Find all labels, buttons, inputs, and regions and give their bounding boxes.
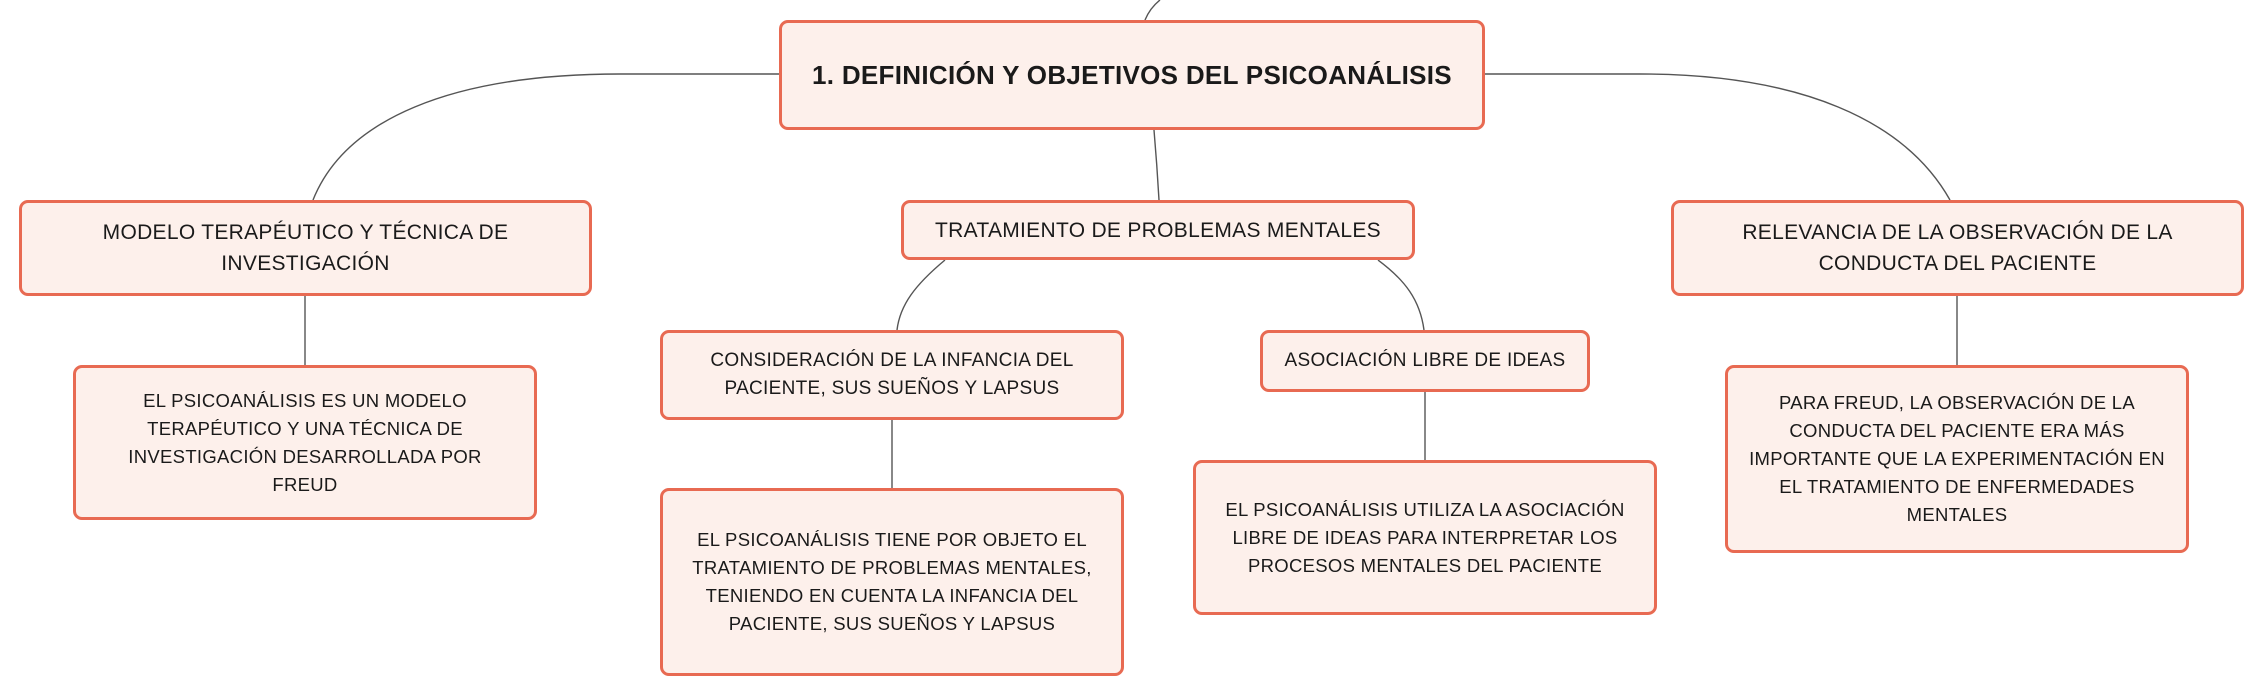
node-infancia-label: CONSIDERACIÓN DE LA INFANCIA DEL PACIENTE, SUS SUEÑOS Y LAPSUS xyxy=(710,350,1074,399)
connector-root-to-tratamiento xyxy=(1154,130,1159,200)
node-relevancia-detail[interactable] xyxy=(1725,365,2189,553)
node-modelo-terapeutico[interactable] xyxy=(19,200,592,296)
connector-parent-to-root xyxy=(1145,0,1160,20)
connector-root-to-modelo xyxy=(313,74,779,200)
node-infancia-detail[interactable] xyxy=(660,488,1124,676)
node-relevancia-detail-text: PARA FREUD, LA OBSERVACIÓN DE LA CONDUCTA DEL PACIENTE ERA MÁS IMPORTANTE QUE LA EXPERIMENTACIÓN EN EL TRATAMIENTO DE ENFERMEDADES MENTALES xyxy=(1749,392,2165,525)
root-node[interactable] xyxy=(779,20,1485,130)
node-asociacion[interactable] xyxy=(1260,330,1590,392)
connector-tratamiento-to-infancia xyxy=(897,260,945,330)
node-infancia-detail-text: EL PSICOANÁLISIS TIENE POR OBJETO EL TRATAMIENTO DE PROBLEMAS MENTALES, TENIENDO EN CUENTA LA INFANCIA DEL PACIENTE, SUS SUEÑOS Y LAPSUS xyxy=(692,529,1092,634)
node-asociacion-detail[interactable] xyxy=(1193,460,1657,615)
node-modelo-detail-text: EL PSICOANÁLISIS ES UN MODELO TERAPÉUTICO Y UNA TÉCNICA DE INVESTIGACIÓN DESARROLLADA POR FREUD xyxy=(128,389,482,495)
node-tratamiento[interactable] xyxy=(901,200,1415,260)
node-relevancia-label: RELEVANCIA DE LA OBSERVACIÓN DE LA CONDUCTA DEL PACIENTE xyxy=(1742,221,2173,275)
node-asociacion-label: ASOCIACIÓN LIBRE DE IDEAS xyxy=(1284,350,1566,371)
root-node-label: 1. DEFINICIÓN Y OBJETIVOS DEL PSICOANÁLISIS xyxy=(812,59,1452,90)
node-infancia[interactable] xyxy=(660,330,1124,420)
node-modelo-terapeutico-label: MODELO TERAPÉUTICO Y TÉCNICA DE INVESTIGACIÓN xyxy=(102,221,509,275)
connector-tratamiento-to-asociacion xyxy=(1378,260,1424,330)
node-relevancia[interactable] xyxy=(1671,200,2244,296)
node-tratamiento-label: TRATAMIENTO DE PROBLEMAS MENTALES xyxy=(935,218,1381,242)
node-asociacion-detail-text: EL PSICOANÁLISIS UTILIZA LA ASOCIACIÓN LIBRE DE IDEAS PARA INTERPRETAR LOS PROCESOS MENTALES DEL PACIENTE xyxy=(1225,498,1625,576)
connector-root-to-relevancia xyxy=(1485,74,1950,200)
node-modelo-detail[interactable] xyxy=(73,365,537,520)
